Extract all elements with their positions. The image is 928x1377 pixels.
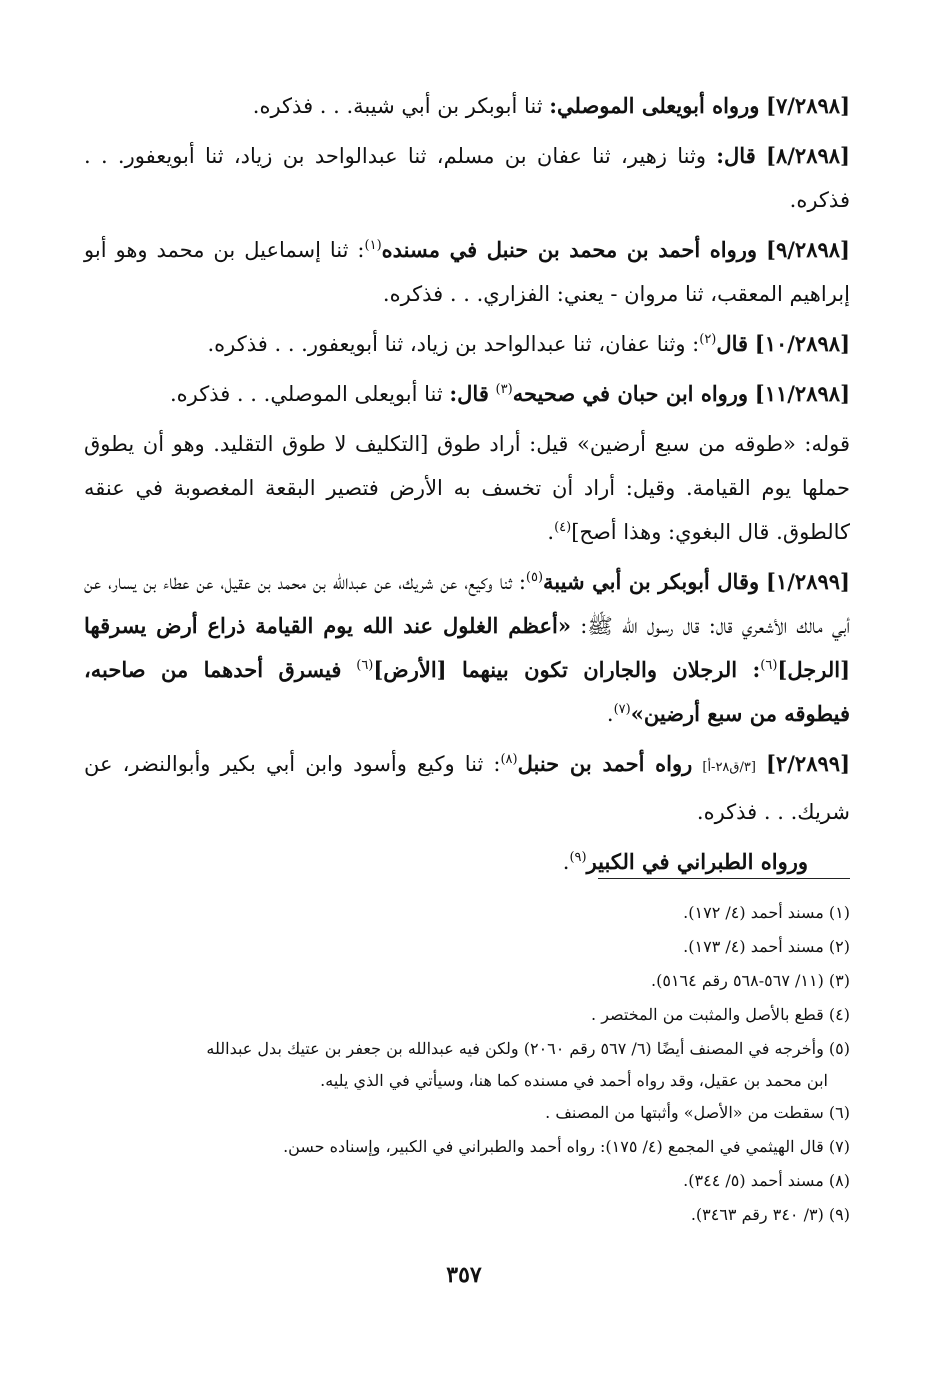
footnote-marker: (٤) [554, 520, 572, 535]
footnote: (٢) مسند أحمد (٤/ ١٧٣). [683, 937, 850, 956]
footnote: (٤) قطع بالأصل والمثبت من المختصر . [591, 1005, 850, 1024]
narration-intro: ورواه أحمد بن محمد بن حنبل في مسنده [381, 237, 758, 262]
footnote-multiline [84, 1032, 850, 1096]
footnote-divider [598, 878, 850, 879]
hadith-ref: [١/٢٨٩٩] [766, 569, 850, 594]
hadith-ref: [٧/٢٨٩٨] [766, 93, 850, 118]
narration-intro: وقال أبوبكر بن أبي شيبة [543, 569, 760, 594]
narration-intro: قال [716, 331, 749, 356]
footnotes-section [84, 896, 850, 1232]
footnote-marker: (٢) [699, 332, 717, 347]
footnote: (١) مسند أحمد (٤/ ١٧٢). [683, 903, 850, 922]
footnote-marker: (٧) [613, 702, 631, 717]
commentary-paragraph [84, 422, 850, 554]
footnote-marker: (٣) [495, 382, 513, 397]
hadith-quote: «أعظم الغلول عند الله يوم القيامة ذراع أرض يسرقها [الرجل] [84, 613, 850, 682]
narration-intro: قال: [716, 143, 756, 168]
footnote: (٣) (١١/ ٥٦٧-٥٦٨ رقم ٥١٦٤). [651, 971, 850, 990]
hadith-ref: [٨/٢٨٩٨] [766, 143, 850, 168]
hadith-paragraph [84, 560, 850, 736]
footnote-continuation: ابن محمد بن عقيل، وقد رواه أحمد في مسنده كما هنا، وسيأتي في الذي يليه. [320, 1071, 828, 1090]
footnote-marker: (٥) [525, 570, 544, 585]
footnote: (٦) سقطت من «الأصل» وأثبتها من المصنف . [545, 1103, 850, 1122]
narration-intro-2: قال: [449, 381, 489, 406]
narration-text: : وثنا عفان، ثنا عبدالواحد بن زياد، ثنا أبويعفور. . . فذكره. [207, 332, 700, 356]
paragraph-end: . [547, 520, 555, 544]
hadith-ref: [٩/٢٨٩٨] [766, 237, 850, 262]
narration-intro: ورواه أبويعلى الموصلي: [549, 93, 760, 118]
page-number: ٣٥٧ [446, 1262, 482, 1288]
narration-intro: ورواه ابن حبان في صحيحه [512, 381, 749, 406]
narration-text: ثنا أبوبكر بن أبي شيبة. . . فذكره. [252, 94, 543, 118]
footnote-marker: (٦) [356, 658, 374, 673]
hadith-quote: فيسرق أحدهما من صاحبه، فيطوقه من سبع أرضين» [84, 657, 850, 726]
narration-text: وثنا زهير، ثنا عفان بن مسلم، ثنا عبدالواحد بن زياد، ثنا أبويعفور. . . فذكره. [84, 144, 850, 212]
hadith-paragraph [84, 322, 850, 366]
hadith-quote: : الرجلان والجاران تكون بينهما [الأرض] [373, 657, 761, 682]
narration-text: ثنا أبويعلى الموصلي. . . فذكره. [169, 382, 443, 406]
footnote-marker: (٨) [500, 752, 518, 767]
hadith-paragraph [84, 134, 850, 222]
footnote-marker: (١) [364, 238, 382, 253]
narration-text: : ثنا وكيع، عن شريك، عن عبدالله بن محمد بن عقيل، عن عطاء بن يسار، عن أبي مالك الأشعري قال: قال رسول الله ﷺ: [84, 570, 850, 638]
narration-text: : ثنا وكيع وأسود وابن أبي بكير وأبوالنضر، عن شريك. . . فذكره. [84, 752, 850, 824]
hadith-ref: [٢/٢٨٩٩] [766, 751, 850, 776]
paragraph-end: . [562, 850, 570, 874]
footnote: (٥) وأخرجه في المصنف أيضًا (٦/ ٥٦٧ رقم ٢٠٦٠) ولكن فيه عبدالله بن جعفر بن عتيك بدل عبدالله [206, 1039, 850, 1058]
manuscript-folio-marker: [٣/ق٢٨-أ] [702, 760, 756, 775]
hadith-paragraph [84, 742, 850, 834]
narration-intro: ورواه الطبراني في الكبير [586, 849, 808, 874]
narration-intro: رواه أحمد بن حنبل [517, 751, 693, 776]
hadith-paragraph [84, 372, 850, 416]
commentary-text: قوله: «طوقه من سبع أرضين» قيل: أراد طوق [التكليف لا طوق التقليد. وهو أن يطوق حملها يوم القيامة. وقيل: أراد أن تخسف به الأرض فتصير البقعة المغصوبة في عنقه كالطوق. قال البغوي: وهذا أصح] [84, 432, 850, 544]
footnote: (٧) قال الهيثمي في المجمع (٤/ ١٧٥): رواه أحمد والطبراني في الكبير، وإسناده حسن. [283, 1137, 850, 1156]
footnote-marker: (٩) [569, 850, 587, 865]
hadith-ref: [١١/٢٨٩٨] [754, 381, 850, 406]
hadith-paragraph [84, 228, 850, 316]
hadith-paragraph [84, 84, 850, 128]
footnote-marker: (٦) [760, 658, 778, 673]
narration-text: : ثنا إسماعيل بن محمد وهو أبو إبراهيم المعقب، ثنا مروان - يعني: الفزاري. . . فذكره. [84, 238, 850, 306]
paragraph-end: . [606, 702, 614, 726]
hadith-ref: [١٠/٢٨٩٨] [754, 331, 850, 356]
footnote: (٨) مسند أحمد (٥/ ٣٤٤). [683, 1171, 850, 1190]
main-text [84, 84, 850, 890]
footnote: (٩) (٣/ ٣٤٠ رقم ٣٤٦٣). [690, 1205, 850, 1224]
